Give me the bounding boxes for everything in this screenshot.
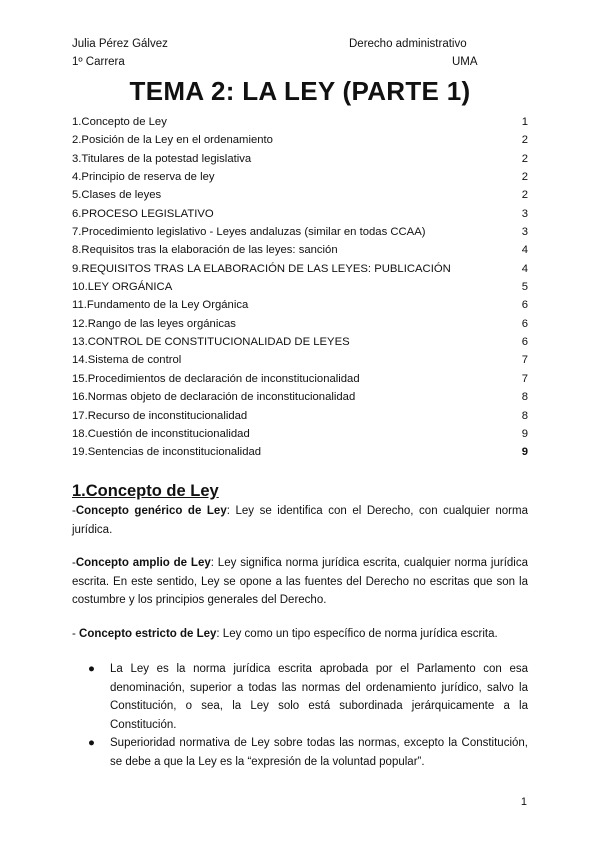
toc-entry-page: 4 xyxy=(521,244,528,257)
term-label: Concepto genérico de Ley xyxy=(75,505,227,517)
toc-entry-page: 3 xyxy=(521,207,528,220)
toc-entry-page: 9 xyxy=(521,427,528,440)
paragraph-broad-concept xyxy=(72,554,528,610)
toc-entry-page: 9 xyxy=(521,446,528,459)
toc-entry-text: 2.Posición de la Ley en el ordenamiento xyxy=(72,134,273,147)
toc-entry[interactable] xyxy=(72,296,528,314)
paragraph-text: : Ley se identifica con el Derecho, con cualquier norma jurídica. xyxy=(72,505,528,536)
bullet-icon: ● xyxy=(88,737,95,749)
toc-entry-text: 1.Concepto de Ley xyxy=(72,116,167,128)
toc-entry-text: 6.PROCESO LEGISLATIVO xyxy=(72,207,214,220)
header-course: 1º Carrera xyxy=(72,56,125,68)
list-item-text: La Ley es la norma jurídica escrita aprobada por el Parlamento con esa denominación, superior a todas las normas del ordenamiento jurídico, salvo la Constitución, o sea, la Ley solo está subordinada jerárquicamente a la Constitución. xyxy=(110,663,528,731)
paragraph-generic-concept xyxy=(72,502,528,539)
toc-entry-page: 6 xyxy=(521,299,528,312)
toc-entry-page: 3 xyxy=(521,226,528,239)
toc-entry-text: 10.LEY ORGÁNICA xyxy=(72,281,173,294)
toc-entry-text: 5.Clases de leyes xyxy=(72,189,162,202)
toc-entry[interactable] xyxy=(72,205,528,223)
toc-entry-page: 1 xyxy=(521,116,528,128)
toc-entry[interactable] xyxy=(72,113,528,131)
toc-entry-text: 4.Principio de reserva de ley xyxy=(72,171,215,184)
toc-entry-page: 8 xyxy=(521,409,528,422)
section-heading: 1.Concepto de Ley xyxy=(72,482,219,500)
toc-entry[interactable] xyxy=(72,425,528,443)
toc-entry[interactable] xyxy=(72,186,528,204)
toc-entry[interactable] xyxy=(72,388,528,406)
toc-entry[interactable] xyxy=(72,168,528,186)
toc-entry-text: 14.Sistema de control xyxy=(72,354,182,367)
toc-entry[interactable] xyxy=(72,315,528,333)
toc-entry-text: 18.Cuestión de inconstitucionalidad xyxy=(72,427,250,440)
toc-entry[interactable] xyxy=(72,131,528,149)
toc-entry-page: 2 xyxy=(521,134,528,147)
document-title: TEMA 2: LA LEY (PARTE 1) xyxy=(129,76,471,106)
toc-entry-page: 7 xyxy=(521,372,528,385)
toc-entry-page: 2 xyxy=(521,189,528,202)
table-of-contents xyxy=(72,113,528,462)
toc-entry[interactable] xyxy=(72,443,528,461)
page-number: 1 xyxy=(520,796,527,808)
header-subject: Derecho administrativo xyxy=(349,38,467,50)
toc-entry-page: 2 xyxy=(521,152,528,165)
toc-entry-text: 12.Rango de las leyes orgánicas xyxy=(72,317,236,330)
paragraph-prefix: - xyxy=(72,557,76,569)
list-item xyxy=(72,660,528,734)
toc-entry[interactable] xyxy=(72,333,528,351)
paragraph-prefix: - xyxy=(72,628,80,640)
toc-entry[interactable] xyxy=(72,278,528,296)
toc-entry-text: 13.CONTROL DE CONSTITUCIONALIDAD DE LEYES xyxy=(72,336,350,349)
bullet-list xyxy=(72,660,528,771)
toc-entry[interactable] xyxy=(72,150,528,168)
term-label: Concepto estricto de Ley xyxy=(79,628,217,640)
toc-entry[interactable] xyxy=(72,370,528,388)
paragraph-prefix: - xyxy=(72,505,76,517)
toc-entry-text: 9.REQUISITOS TRAS LA ELABORACIÓN DE LAS LEYES: PUBLICACIÓN xyxy=(72,262,451,275)
paragraph-text: : Ley significa norma jurídica escrita, cualquier norma jurídica escrita. En este sentido, Ley se opone a las fuentes del Derecho no escritas que son la costumbre y los principios generales del Derecho. xyxy=(72,557,528,606)
toc-entry-text: 7.Procedimiento legislativo - Leyes andaluzas (similar en todas CCAA) xyxy=(72,226,426,239)
toc-entry-text: 19.Sentencias de inconstitucionalidad xyxy=(72,446,262,459)
list-item xyxy=(72,734,528,771)
toc-entry-text: 15.Procedimientos de declaración de inconstitucionalidad xyxy=(72,372,360,385)
toc-entry-text: 17.Recurso de inconstitucionalidad xyxy=(72,409,248,422)
toc-entry-page: 5 xyxy=(521,281,528,294)
paragraph-text: : Ley como un tipo específico de norma jurídica escrita. xyxy=(216,628,498,640)
paragraph-strict-concept xyxy=(72,625,528,644)
toc-entry-text: 3.Titulares de la potestad legislativa xyxy=(72,152,252,165)
toc-entry-page: 2 xyxy=(521,171,528,184)
toc-entry-text: 8.Requisitos tras la elaboración de las leyes: sanción xyxy=(72,244,338,257)
list-item-text: Superioridad normativa de Ley sobre todas las normas, excepto la Constitución, se debe a que la Ley es la “expresión de la voluntad popular”. xyxy=(110,737,528,768)
term-label: Concepto amplio de Ley xyxy=(75,557,211,569)
toc-entry-page: 6 xyxy=(521,336,528,349)
toc-entry-text: 11.Fundamento de la Ley Orgánica xyxy=(72,299,249,312)
header-author: Julia Pérez Gálvez xyxy=(72,38,168,50)
toc-entry-page: 4 xyxy=(521,262,528,275)
toc-entry-text: 16.Normas objeto de declaración de inconstitucionalidad xyxy=(72,391,356,404)
toc-entry[interactable] xyxy=(72,407,528,425)
toc-entry[interactable] xyxy=(72,351,528,369)
bullet-icon: ● xyxy=(88,663,95,675)
toc-entry[interactable] xyxy=(72,223,528,241)
header-university: UMA xyxy=(452,56,478,68)
toc-entry[interactable] xyxy=(72,241,528,259)
toc-entry-page: 8 xyxy=(521,391,528,404)
toc-entry-page: 6 xyxy=(521,317,528,330)
toc-entry-page: 7 xyxy=(521,354,528,367)
toc-entry[interactable] xyxy=(72,260,528,278)
